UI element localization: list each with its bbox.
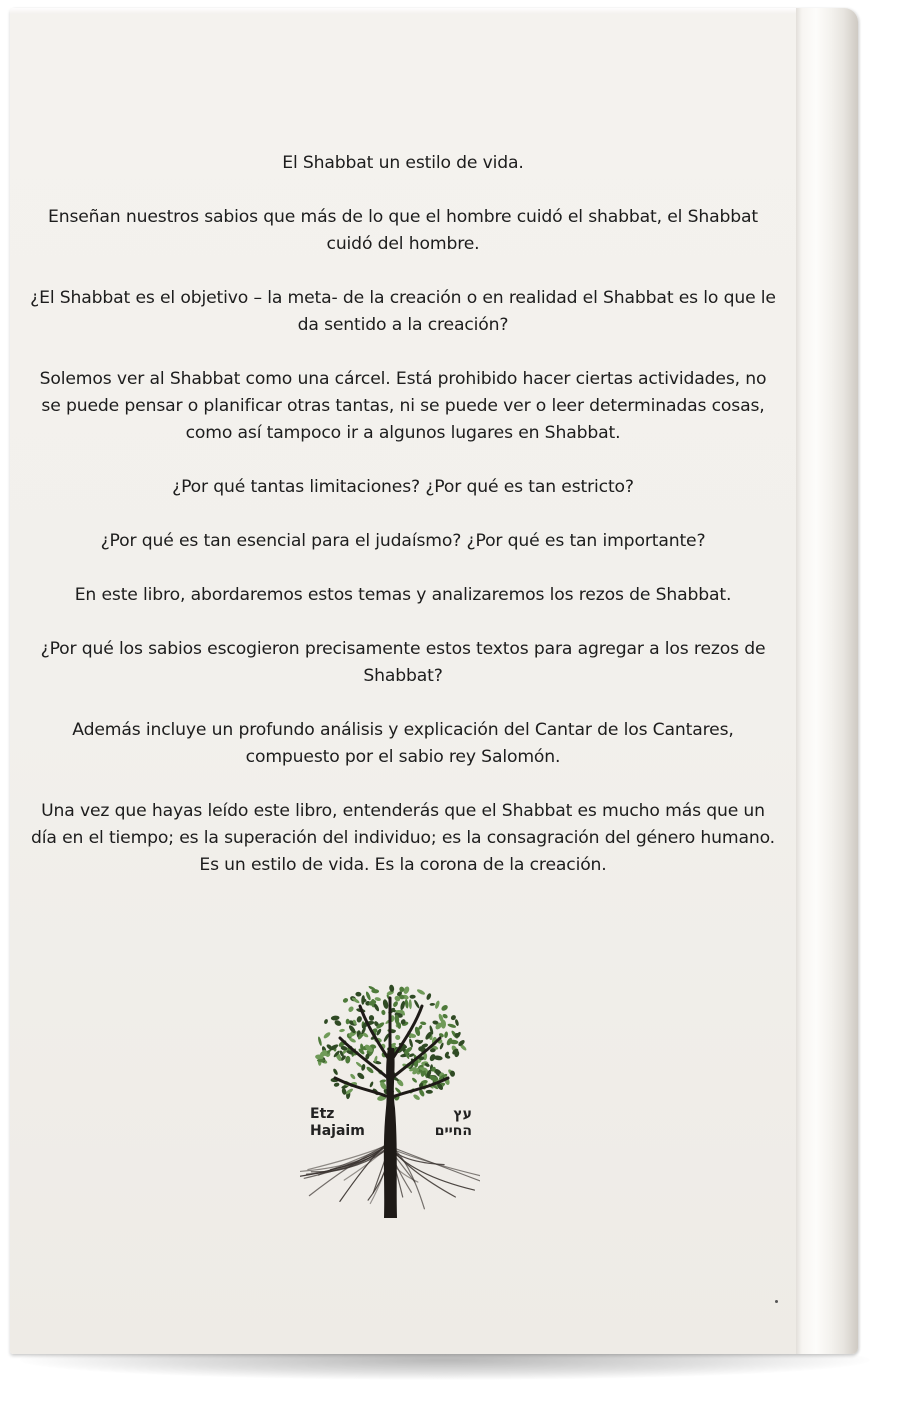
leaf [434,1000,440,1009]
leaf [361,1064,366,1071]
logo-text-latin [310,1106,365,1140]
leaf [420,1021,427,1025]
leaf [426,1090,433,1094]
leaf [409,999,413,1009]
leaf [416,988,426,996]
logo-text-hebrew [422,1106,472,1140]
leaf [347,1005,354,1013]
leaf [345,1056,351,1064]
leaf [369,1081,374,1088]
leaf [430,1003,436,1006]
leaf [412,1093,420,1101]
leaf [361,995,365,1005]
leaf [342,997,349,1004]
blurb-paragraph: Solemos ver al Shabbat como una cárcel. Está prohibido hacer ciertas actividades, no se puede pensar o planificar otras tantas, ni se puede ver o leer determinadas cosas, como así tampoco ir a algunos lugares en Shabbat. [39,369,767,443]
blurb-title: El Shabbat un estilo de vida. [282,153,524,173]
leaf [373,1060,382,1065]
blurb-paragraph: ¿Por qué tantas limitaciones? ¿Por qué es tan estricto? [172,477,634,497]
back-cover-blurb [28,150,778,906]
logo-etz-hebrew: עץ [453,1106,472,1122]
leaf [408,1038,413,1048]
publisher-logo [300,978,480,1238]
leaf [317,1036,322,1046]
blurb-paragraph: ¿Por qué es tan esencial para el judaísmo? ¿Por qué es tan importante? [100,531,706,551]
logo-etz: Etz [310,1106,335,1122]
blurb-paragraph: ¿El Shabbat es el objetivo – la meta- de la creación o en realidad el Shabbat es lo que le da sentido a la creación? [30,288,776,335]
leaf [331,1015,340,1021]
leaf [346,1019,350,1025]
blurb-paragraph: En este libro, abordaremos estos temas y analizaremos los rezos de Shabbat. [74,585,732,605]
leaf [389,984,395,992]
leaf [332,1068,338,1076]
blurb-paragraph: Enseñan nuestros sabios que más de lo que el hombre cuidó el shabbat, el Shabbat cuidó del hombre. [48,207,758,254]
blurb-paragraph: ¿Por qué los sabios escogieron precisamente estos textos para agregar a los rezos de Shabbat? [40,639,766,686]
leaf [454,1019,459,1027]
leaf [368,1015,374,1022]
leaf [356,1016,363,1024]
leaf [323,1019,328,1025]
leaf [413,999,420,1009]
leaf [323,1031,332,1039]
logo-hajaim-hebrew: החיים [434,1123,472,1139]
book-spine [796,8,858,1354]
leaf [333,1082,339,1087]
leaf [382,999,389,1010]
leaf [355,992,361,997]
leaf [440,1004,449,1012]
cover-highlight [10,8,858,14]
leaf [409,995,415,999]
book-back-cover [10,8,858,1354]
leaf [404,999,409,1009]
leaf [356,1071,365,1080]
leaf [392,1000,399,1007]
logo-hajaim: Hajaim [310,1123,365,1139]
blurb-paragraph: Una vez que hayas leído este libro, entenderás que el Shabbat es mucho más que un día en el tiempo; es la superación del individuo; es la consagración del género humano. Es un estilo de vida. Es la corona de la creación. [31,801,775,875]
dust-speck [775,1300,778,1303]
leaf [444,1031,449,1038]
leaf [426,993,433,1001]
blurb-paragraph: Además incluye un profundo análisis y explicación del Cantar de los Cantares, compuesto por el sabio rey Salomón. [72,720,734,767]
leaf [349,1073,356,1080]
leaf [394,1034,401,1041]
leaf [381,1010,386,1016]
leaf [447,1023,456,1029]
leaf [339,1028,345,1032]
leaf [411,1077,418,1083]
